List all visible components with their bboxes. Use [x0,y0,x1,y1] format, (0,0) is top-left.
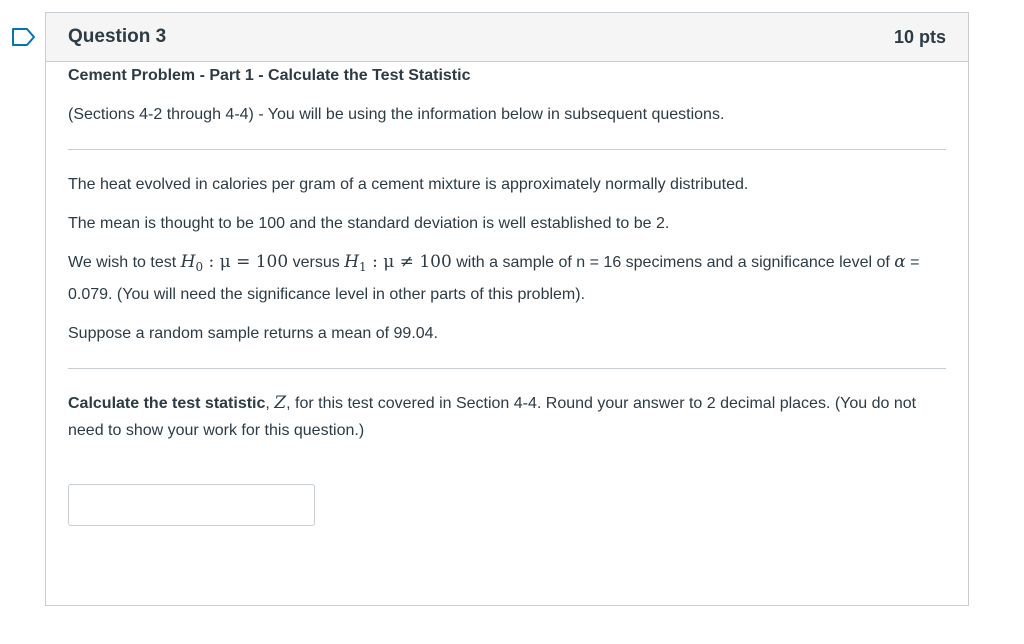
z-symbol: Z [274,393,287,414]
h0-subscript: 0 [195,260,204,275]
h0-expression: : μ = 100 [203,252,289,272]
divider [68,149,946,150]
hypothesis-text-1: We wish to test [68,254,181,271]
h1-expression: : μ ≠ 100 [366,252,452,272]
question-points: 10 pts [893,26,946,47]
alpha-symbol: α [894,252,906,272]
question-card [45,12,969,606]
paragraph-hypothesis [68,249,946,308]
question-body [46,62,968,526]
paragraph-heat: The heat evolved in calories per gram of a cement mixture is approximately normally distributed. [68,176,749,193]
hypothesis-text-3: with a sample of n = 16 specimens and a significance level of [451,254,895,271]
question-header [46,13,968,62]
h1-symbol: H [344,252,360,272]
flag-question-icon[interactable] [11,27,37,47]
hypothesis-text-2: versus [288,254,345,271]
section-title: Cement Problem - Part 1 - Calculate the Test Statistic [68,67,471,84]
instruction-text-1: , [265,395,275,413]
hypothesis-text-4: = 0.079. (You will need the significance level in other parts of this problem). [68,254,920,304]
paragraph-sample-mean: Suppose a random sample returns a mean of 99.04. [68,325,438,343]
sections-note: (Sections 4-2 through 4-4) - You will be using the information below in subsequent questions. [68,106,725,123]
h0-symbol: H [180,252,196,272]
paragraph-instructions [68,390,946,444]
question-title: Question 3 [68,26,167,47]
paragraph-mean: The mean is thought to be 100 and the standard deviation is well established to be 2. [68,215,670,232]
answer-input[interactable] [68,484,315,526]
h1-subscript: 1 [359,260,367,275]
instruction-text-2: , for this test covered in Section 4-4. Round your answer to 2 decimal places. (You do not need to show your work for this question.) [68,395,917,440]
divider [68,368,946,369]
instruction-bold: Calculate the test statistic [68,395,266,413]
